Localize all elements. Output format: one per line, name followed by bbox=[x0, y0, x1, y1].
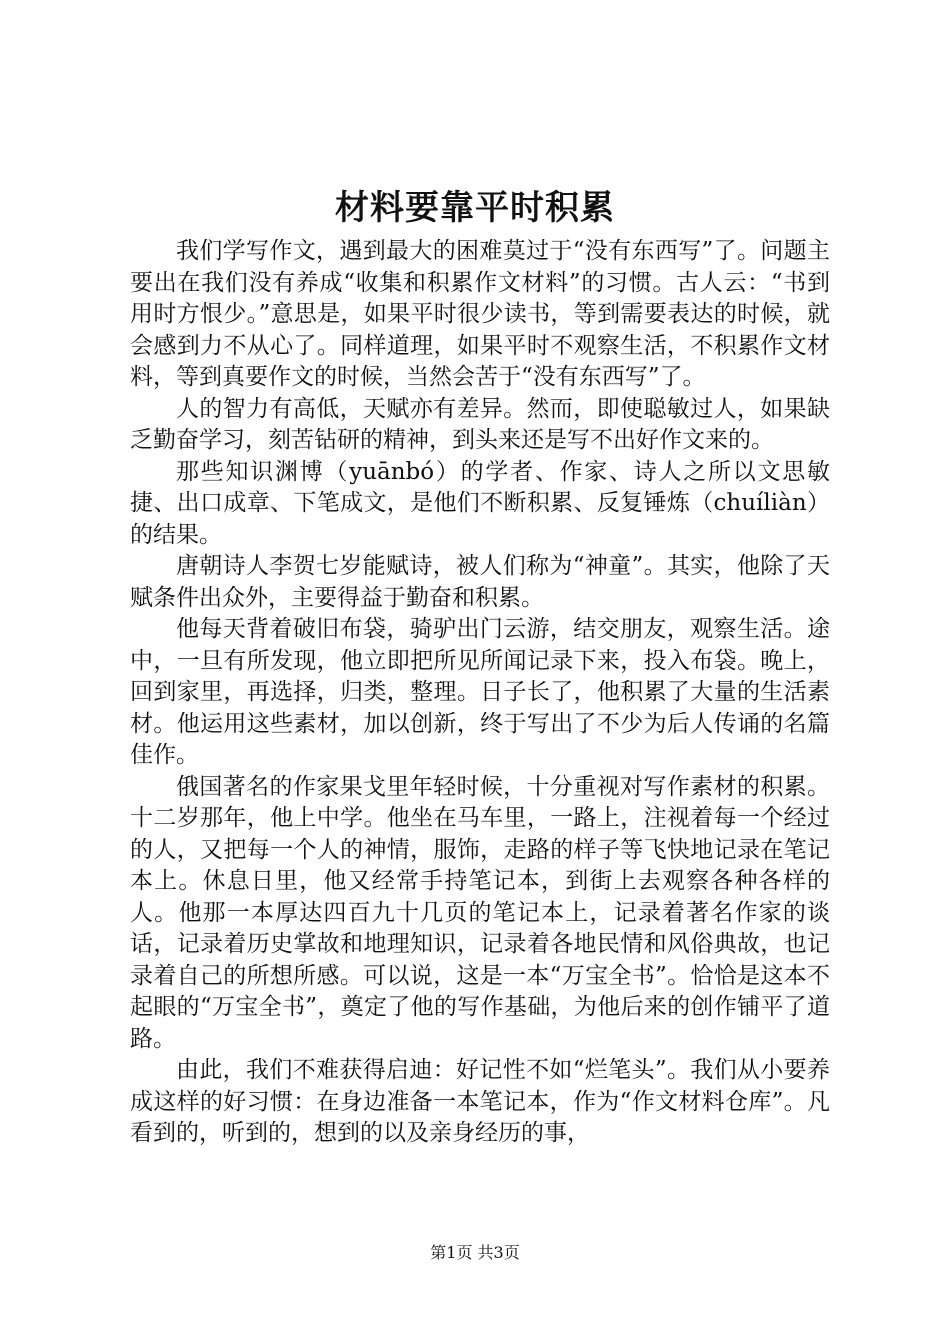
paragraph-6: 俄国著名的作家果戈里年轻时候，十分重视对写作素材的积累。十二岁那年，他上中学。他坐在马车里，一路上，注视着每一个经过的人，又把每一个人的神情，服饰，走路的样子等飞快地记录在笔记本上。休息日里，他又经常手持笔记本，到街上去观察各种各样的人。他那一本厚达四百九十几页的笔记本上，记录着著名作家的谈话，记录着历史掌故和地理知识，记录着各地民情和风俗典故，也记录着自己的所想所感。可以说，这是一本“万宝全书”。恰恰是这本不起眼的“万宝全书”，奠定了他的写作基础，为他后来的创作铺平了道路。 bbox=[130, 773, 830, 1052]
paragraph-4: 唐朝诗人李贺七岁能赋诗，被人们称为“神童”。其实，他除了天赋条件出众外，主要得益于勤奋和积累。 bbox=[130, 553, 830, 611]
page-number-footer: 第1页 共3页 bbox=[430, 1243, 520, 1262]
paragraph-3: 那些知识渊博（yuānbó）的学者、作家、诗人之所以文思敏捷、出口成章、下笔成文，是他们不断积累、反复锤炼（chuíliàn）的结果。 bbox=[130, 458, 830, 548]
paragraph-2: 人的智力有高低，天赋亦有差异。然而，即使聪敏过人，如果缺乏勤奋学习，刻苦钻研的精神，到头来还是写不出好作文来的。 bbox=[130, 395, 830, 453]
paragraph-5: 他每天背着破旧布袋，骑驴出门云游，结交朋友，观察生活。途中，一旦有所发现，他立即把所见所闻记录下来，投入布袋。晚上，回到家里，再选择，归类，整理。日子长了，他积累了大量的生活素材。他运用这些素材，加以创新，终于写出了不少为后人传诵的名篇佳作。 bbox=[130, 616, 830, 768]
paragraph-7: 由此，我们不难获得启迪：好记性不如“烂笔头”。我们从小要养成这样的好习惯：在身边准备一本笔记本，作为“作文材料仓库”。凡看到的，听到的，想到的以及亲身经历的事， bbox=[130, 1057, 830, 1146]
paragraph-1: 我们学写作文，遇到最大的困难莫过于“没有东西写”了。问题主要出在我们没有养成“收集和积累作文材料”的习惯。古人云：“书到用时方恨少。”意思是，如果平时很少读书，等到需要表达的时候，就会感到力不从心了。同样道理，如果平时不观察生活，不积累作文材料，等到真要作文的时候，当然会苦于“没有东西写”了。 bbox=[130, 238, 830, 390]
document-body bbox=[130, 236, 830, 1150]
document-title: 材料要靠平时积累 bbox=[335, 188, 615, 228]
